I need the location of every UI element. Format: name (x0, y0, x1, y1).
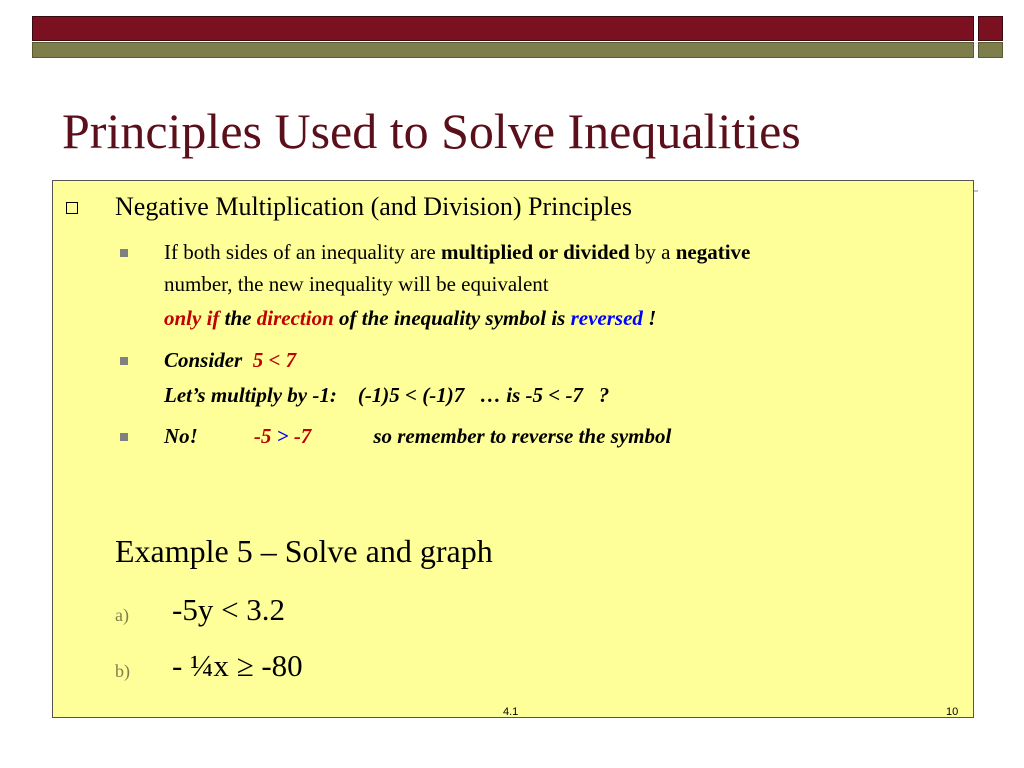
bullet-consider: Consider 5 < 7 (164, 348, 297, 372)
bullet-rule-line1: If both sides of an inequality are multiplied or divided by a negative (164, 240, 751, 264)
header-strip (32, 42, 974, 58)
square-bullet-icon (120, 249, 128, 257)
bullet-rule-line3: only if the direction of the inequality symbol is reversed ! (164, 306, 657, 330)
slide-title: Principles Used to Solve Inequalities (62, 103, 801, 159)
bullet-multiply: Let’s multiply by -1: (-1)5 < (-1)7 … is -5 < -7 ? (164, 383, 610, 407)
square-bullet-icon (120, 357, 128, 365)
bullet-no: No! -5 > -7 so remember to reverse the symbol (164, 424, 672, 448)
item-b-label: b) (115, 661, 130, 681)
bullet-rule-line2: number, the new inequality will be equivalent (164, 272, 549, 296)
corner-square-top (978, 16, 1003, 41)
square-bullet-icon (120, 433, 128, 441)
header-bar (32, 16, 974, 41)
item-b-text: - ¼x ≥ -80 (172, 648, 303, 683)
example-heading: Example 5 – Solve and graph (115, 533, 493, 569)
corner-square-bottom (978, 42, 1003, 58)
item-a-text: -5y < 3.2 (172, 592, 286, 627)
bullet-principles: Negative Multiplication (and Division) Principles (115, 192, 633, 221)
page-number: 10 (946, 706, 959, 718)
footer-section: 4.1 (503, 706, 519, 718)
square-bullet-icon (66, 202, 78, 214)
item-a-label: a) (115, 605, 129, 625)
